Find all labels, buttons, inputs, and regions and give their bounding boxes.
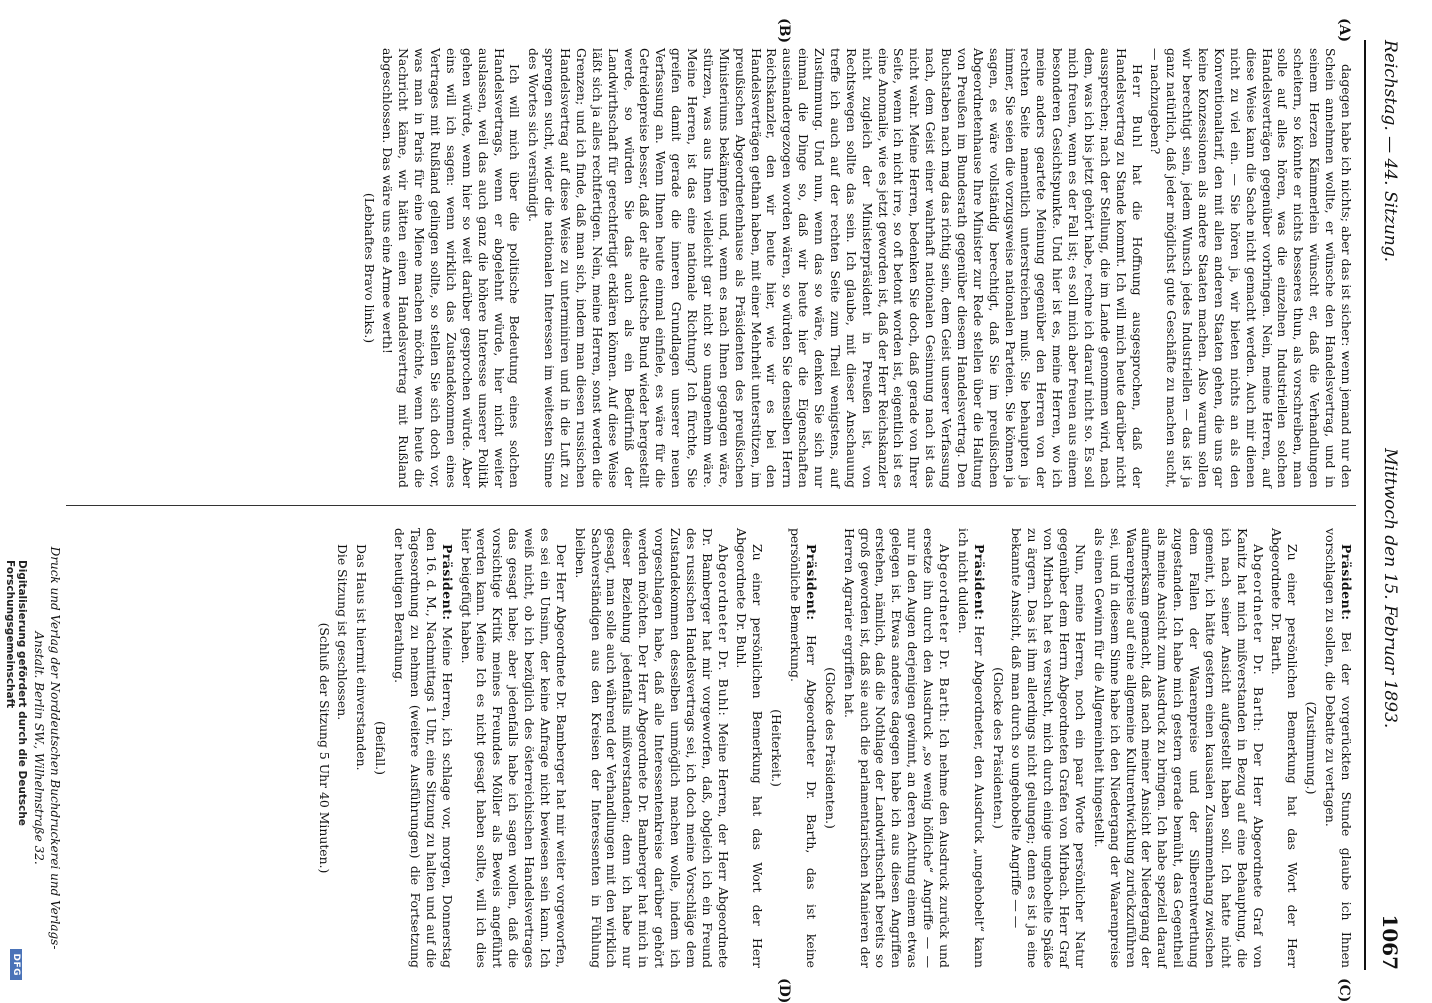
paragraph-text: Der Herr Abgeordnete Graf von Kanitz hat mich mißverstanden in Bezug auf eine Behauptung, die ich nach seiner Ansicht aufgestellt haben soll. Ich hatte nicht gemeint, ich hätte gestern einen kausalen Zusammenhang zwischen dem Fallen der Waarenpreise und der Silberentwerthung zugestanden. Ich habe mich gestern gerade bemüht, das Gegentheil als meine Ansicht zum Ausdruck zu bringen. Ich habe speziell darauf aufmerksam gemacht, daß nach meiner Ansicht der Niedergang der Waarenpreise auf eine allgemeine Kulturentwicklung zurückzuführen sei, und in diesem Sinne habe ich den Niedergang der Waarenpreise als einen Gewinn für die Allgemeinheit hingestellt. [1091, 528, 1266, 968]
paragraph-text: Meine Herren, ich schlage vor, morgen, Donnerstag den 16. d. M., Nachmittags 1 Uhr, eine Sitzung zu halten und auf die Tagesordnung zu nehmen (weitere Ausführungen) die Fortsetzung der heutigen Berathung. [392, 528, 455, 968]
paragraph: Ich will mich über die politische Bedeutung eines solchen Handelsvertrags, wenn er abgelehnt würde, hier nicht weiter auslassen, weil das auch ganz die höhere Interesse unserer Politik gehen würde, wenn hier so weit darüber gesprochen würde. Aber eins will ich sagen: wenn wirklich das Zustandekommen eines Vertrages mit Rußland gelingen sollte, so stellen Sie sich doch vor, was man in Paris für eine Miene machen möchte, wenn heute die Nachricht käme, wir hätten einen Handelsvertrag mit Rußland abgeschlossen. Das wäre uns eine Armee werth! [380, 48, 523, 488]
header-title: Reichstag. — 44. Sitzung. [1380, 40, 1400, 263]
speaker-name: Präsident: [971, 544, 987, 621]
right-column [313, 528, 1354, 968]
dfg-logo: DFG [10, 949, 22, 980]
speaker-name: Präsident: [439, 544, 455, 621]
paragraph-text: Meine Herren, der Herr Abgeordnete Dr. Bamberger hat mir vorgeworfen, daß, obgleich ich ein Freund des russischen Handelsvertrags sei, ich doch meine Vorschläge dem Zustandekommen desselben unmöglich machen wolle, indem ich vorgeschlagen habe, daß alle Interessentenkreise darüber gehört werden möchten. Der Herr Abgeordnete Dr. Bamberger hat mich in dieser Beziehung jedenfalls mißverstanden; denn ich habe nur gesagt, man solle auch während der Verhandlungen mit den wirklich Sachverständigen aus den Kreisen der Interessenten in Fühlung bleiben. [572, 528, 731, 968]
speaker-name: Präsident: [1339, 544, 1354, 621]
paragraph [841, 528, 952, 968]
paragraph: Das Haus ist hiermit einverstanden. [354, 544, 370, 771]
printer-imprint: Druck und Verlag der Norddeutschen Buchdruckerei und Verlags-Anstalt. Berlin SW., Wilhelmstraße 32. [32, 546, 62, 950]
paragraph: Der Herr Abgeordnete Dr. Bamberger hat mir weiter vorgeworfen, es sei ein Unsinn, der keine Anfrage nicht bewiesen sein kann. Ich weiß nicht, ob ich bezüglich des österreichischen Handelsvertrages das gesagt habe; aber jedenfalls habe ich sagen wollen, daß die vorsichtige Kritik meines Freundes Möller als Beweis angeführt werden kann. Meine Ich es nicht gesagt haben sollte, will ich dies hier beigefügt haben. [458, 528, 569, 968]
margin-marker-c: (C) [1336, 978, 1352, 1003]
paragraph [1091, 528, 1266, 968]
paragraph-text: Herr Abgeordneter Dr. Barth, das ist keine persönliche Bemerkung. [788, 528, 819, 968]
reaction: (Zustimmung.) [1304, 701, 1320, 795]
paragraph [572, 528, 731, 968]
paragraph: Zu einer persönlichen Bemerkung hat das Wort der Herr Abgeordnete Dr. Buhl. [734, 528, 766, 968]
header-rule [1364, 40, 1366, 970]
column-divider [66, 505, 1356, 506]
paragraph [787, 528, 819, 968]
paragraph: Die Sitzung ist geschlossen. [335, 544, 351, 721]
paragraph: dagegen habe ich nichts; aber das ist sicher: wenn jemand nur den Schein annehmen wollte, er wünsche den Handelsvertrag, und in seinem Herzen Kämmerlein wünscht er, daß die Verhandlungen scheitern, so könnte er nichts besseres thun, als vorschreiben, man solle auf alles hören, was die einzelnen Industriellen solchen Handelsverträgen gegenüber vorbringen. Nein, meine Herren, auf diese Weise kann die Sache nicht gemacht werden. Auch mir dienen nicht zu viel ein. — Sie hören ja, wir bieten nichts an als den Konventionaltarif, den mit allen anderen Staaten gehen, die uns gar keine Konzessionen als andere Staaten machen. Also warum sollen wir berechtigt sein, jedem Wunsch jedes Industriellen — das ist ja ganz natürlich, daß jeder möglichst gute Geschäfte zu machen sucht, — nachzugeben? [1148, 48, 1354, 488]
reaction: (Lebhaftes Bravo links.) [361, 192, 377, 344]
page-header [1370, 40, 1410, 970]
header-date: Mittwoch den 15. Februar 1893. [1380, 448, 1400, 729]
reaction: (Beifall.) [373, 721, 389, 775]
speaker-name: Herr Buhl [1129, 64, 1145, 149]
page-number: 1067 [1378, 914, 1402, 970]
paragraph-text: Herr Abgeordneter, den Ausdruck „ungehobelt“ kann ich nicht dulden. [955, 528, 987, 968]
left-column [358, 48, 1354, 488]
speaker-name: Präsident: [804, 544, 819, 621]
paragraph [955, 528, 987, 968]
paragraph [391, 528, 455, 968]
paragraph: Nun, meine Herren, noch ein paar Worte persönlicher Natur gegenüber dem Herrn Abgeordneten Grafen von Mirbach. Herr Graf von Mirbach hat es versucht, mich durch einige ungehobelte Späße zu ärgern. Das ist ihm allerdings nicht gelungen; denn es ist ja eine bekannte Ansicht, daß man durch so ungehobelte Angriffe — — [1009, 528, 1088, 968]
speaker-name: Abgeordneter Dr. Buhl: [715, 544, 731, 717]
paragraph [1322, 528, 1354, 968]
paragraph-text: hat die Hoffnung ausgesprochen, daß der Handelsvertrag zu Stande kommt. Ich will mich heute darüber nicht aussprechen; nach der Stellung, die im Lande genommen wird, nach dem, was ich bis jetzt gehört habe, rechne ich darauf nicht so. Es soll mich freuen, wenn es der Fall ist; es soll mich aber freuen aus einem besonderen Gesichtspunkte. Und hier ist es, meine Herren, wo ich meine anders geartete Meinung gegenüber den Herren von der rechten Seite namentlich unterstreichen muß: Sie behaupten ja immer, Sie seien die vorzugsweise nationalen Parteien. Sie können ja sagen, es wäre vollständig berechtigt, daß Sie im preußischen Abgeordnetenhause Ihre Minister zur Rede stellen über die Haltung von Preußen im Bundesrath gegenüber diesem Handelsvertrag. Den Buchstaben nach mag das richtig sein, dem Geist unserer Verfassung nach, dem Geist einer wahrhaft nationalen Gesinnung nach ist das nicht wahr. Meine Herren, bedenken Sie doch, daß gerade von Ihrer Seite, wenn ich nicht irre, so oft betont worden ist, eigentlich ist es eine Anomalie, wie es jetzt geworden ist, daß der Herr Reichskanzler nicht zugleich der Ministerpräsident in Preußen ist, von Rechtswegen sollte das sein. Ich glaube, mit dieser Anschauung treffe ich auch auf der rechten Seite zum Theil wenigstens, auf Zustimmung. Und nun, wenn das so wäre, denken Sie sich nur einmal die Dinge so, daß wir heute hier die Eigenschaften auseinandergezogen worden wären, so würden Sie denselben Herrn Reichskanzler, den wir heute hier, wie wir es bei den Handelsverträgen gethan haben, mit einer Mehrheit unterstützen, im preußischen Abgeordnetenhause als Präsidenten des preußischen Ministeriums bekämpfen und, wenn es nach Ihnen gegangen wäre, stürzen, was aus Ihnen vielleicht gar nicht so unangenehm wäre. Meine Herren, ist das eine nationale Richtung? Ich fürchte, Sie greifen damit gerade die inneren Grundlagen unserer neuen Verfassung an. Wenn Ihnen heute einmal einfiele, es wäre für die Getreidepreise besser, daß der alte deutsche Bund wieder hergestellt werde, so würden Sie das auch als ein Bedürfniß der Landwirthschaft für gerechtfertigt erklären können. Auf diese Weise läßt sich ja alles rechtfertigen. Nein, meine Herren, sonst werden die Grenzen; und ich finde, daß man sich, indem man diesen russischen Handelsvertrag auf diese Weise zu unterminiren und in die Luft zu sprengen sucht, wider die nationalen Interessen im weitesten Sinne des Wortes sich versündigt. [526, 48, 1145, 488]
reaction: (Glocke des Präsidenten.) [822, 667, 838, 829]
margin-marker-a: (A) [1336, 18, 1352, 43]
paragraph-text: Ich nehme den Ausdruck zurück und ersetze ihn durch den Ausdruck „so wenig höfliche“ Angriffe — — nur in den Augen derjenigen gewinnt, an deren Achtung einem etwas gelegen ist. Etwas anderes dagegen habe ich aus diesen Angriffen erstehen, nämlich, daß die Nothlage der Landwirthschaft bereits so groß geworden ist, daß sie auch die parlamentarischen Manieren der Herren Agrarier ergriffen hat. [841, 528, 952, 968]
speaker-name: Abgeordneter Dr. Barth: [1250, 544, 1266, 733]
digitization-note [4, 560, 28, 980]
margin-marker-d: (D) [776, 978, 792, 1003]
reaction: (Heiterkeit.) [769, 709, 785, 787]
speaker-name: Abgeordneter Dr. Barth: [937, 544, 952, 724]
session-close: (Schluß der Sitzung 5 Uhr 40 Minuten.) [316, 622, 332, 874]
paragraph: Zu einer persönlichen Bemerkung hat das Wort der Herr Abgeordnete Dr. Barth. [1269, 528, 1301, 968]
paragraph [526, 48, 1145, 488]
reaction: (Glocke des Präsidenten.) [990, 667, 1006, 829]
digitization-text: Digitalisierung gefördert durch die Deutsche Forschungsgemeinschaft [4, 560, 28, 826]
margin-marker-b: (B) [776, 18, 792, 44]
paragraph-text: Bei der vorgerückten Stunde glaube ich Ihnen vorschlagen zu sollen, die Debatte zu vertagen. [1323, 528, 1354, 968]
